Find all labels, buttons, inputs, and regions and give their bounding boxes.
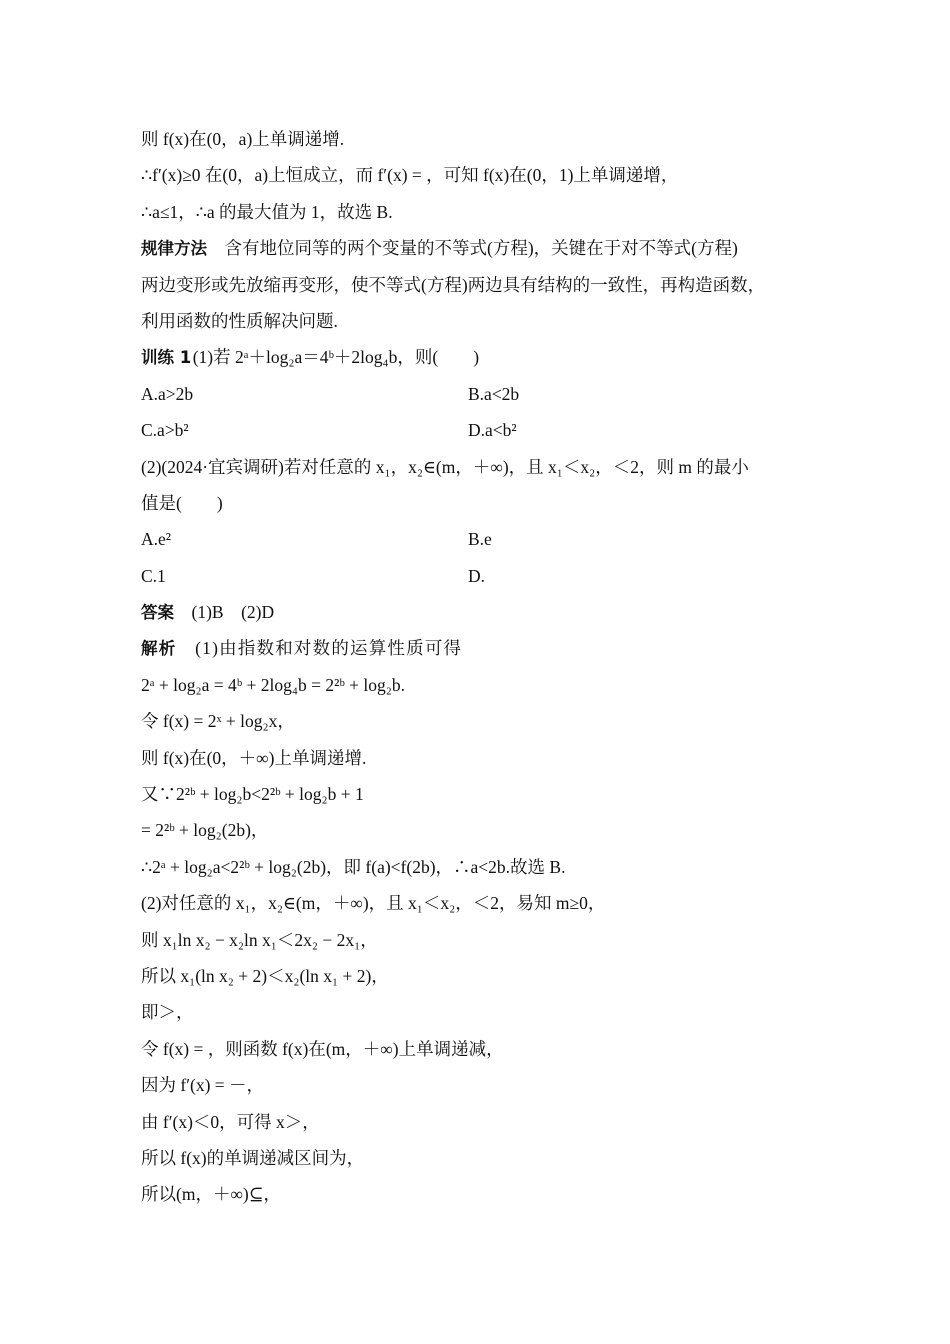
exercise-label: 训练 1 (141, 348, 192, 368)
option-b: B.a<2b (468, 383, 520, 404)
text-line: ∴f′(x)≥0 在(0，a)上恒成立，而 f′(x) = ，可知 f(x)在(0，1)上单调递增， (141, 165, 679, 186)
text-line: (2)对任意的 x₁，x₂∈(m，＋∞)，且 x₁＜x₂，＜2，易知 m≥0， (141, 893, 606, 914)
analysis-label: 解析 (141, 639, 177, 659)
method-paragraph (141, 230, 821, 266)
answer-label: 答案 (141, 603, 174, 623)
option-a: A.a>2b (141, 383, 194, 404)
text-line: 令 f(x) = 2ˣ + log₂x， (141, 711, 295, 732)
exercise-question-2: (2)(2024·宜宾调研)若对任意的 x₁，x₂∈(m，＋∞)，且 x₁＜x₂，＜2，则 m 的最小 (141, 456, 749, 477)
option-row (141, 521, 821, 557)
method-text: 含有地位同等的两个变量的不等式(方程)，关键在于对不等式(方程) (224, 238, 738, 259)
text-line: ∴a≤1，∴a 的最大值为 1，故选 B. (141, 201, 393, 222)
text-line: 则 f(x)在(0，a)上单调递增. (141, 129, 345, 149)
option-row (141, 412, 821, 448)
text-line: 2ᵃ + log₂a = 4ᵇ + 2log₄b = 2²ᵇ + log₂b. (141, 674, 405, 695)
text-line: 令 f(x) = ，则函数 f(x)在(m，＋∞)上单调递减， (141, 1038, 504, 1059)
text-line: 所以(m，＋∞)⊆， (141, 1184, 281, 1205)
text-line: 则 x₁ln x₂ − x₂ln x₁＜2x₂ − 2x₁， (141, 929, 378, 950)
text-line: 即＞， (141, 1002, 194, 1023)
option-c: C.1 (141, 565, 166, 586)
text-line: ∴2ᵃ + log₂a<2²ᵇ + log₂(2b)，即 f(a)<f(2b)，∴a<2b.故选 B. (141, 856, 566, 877)
exercise-q1-text: (1)若 2ᵃ＋log₂a＝4ᵇ＋2log₄b，则( ) (192, 347, 480, 368)
option-d: D.a<b² (468, 420, 517, 441)
text-line: 又∵2²ᵇ + log₂b<2²ᵇ + log₂b + 1 (141, 784, 364, 805)
document-body (141, 121, 821, 1213)
analysis-text: (1)由指数和对数的运算性质可得 (195, 638, 463, 659)
text-line: 由 f′(x)＜0，可得 x＞， (141, 1111, 320, 1132)
answer-line (141, 594, 821, 630)
method-label: 规律方法 (141, 239, 207, 259)
answer-text: (1)B (2)D (191, 602, 275, 623)
text-line: 所以 x₁(ln x₂ + 2)＜x₂(ln x₁ + 2)， (141, 965, 389, 986)
option-c: C.a>b² (141, 420, 189, 441)
option-d: D. (468, 565, 486, 586)
option-a: A.e² (141, 529, 172, 550)
text-line: 利用函数的性质解决问题. (141, 310, 338, 331)
text-line: 所以 f(x)的单调递减区间为， (141, 1147, 365, 1168)
option-b: B.e (468, 529, 492, 550)
text-line: 值是( ) (141, 492, 223, 513)
option-row (141, 558, 821, 594)
text-line: 则 f(x)在(0，＋∞)上单调递增. (141, 747, 367, 768)
option-row (141, 376, 821, 412)
text-line: 两边变形或先放缩再变形，使不等式(方程)两边具有结构的一致性，再构造函数， (141, 274, 766, 295)
text-line: 因为 f′(x) = －， (141, 1075, 265, 1096)
text-line: = 2²ᵇ + log₂(2b)， (141, 820, 269, 841)
exercise-question-1 (141, 339, 821, 375)
analysis-line (141, 630, 821, 666)
